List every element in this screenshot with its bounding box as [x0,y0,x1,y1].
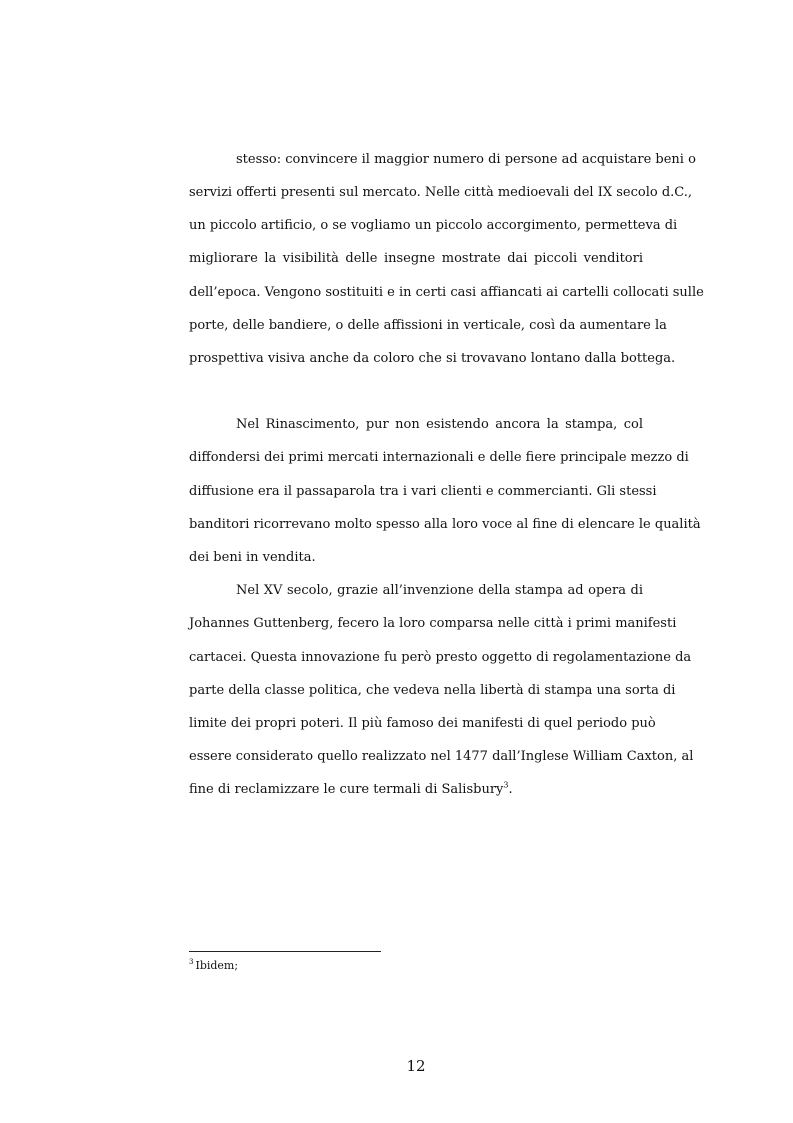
paragraph-1-line-1: stesso: convincere il maggior numero di persone ad acquistare beni o [236,152,696,167]
paragraph-3-line-7: fine di reclamizzare le cure termali di Salisbury$^3$. [189,780,513,797]
paragraph-3-line-6: essere considerato quello realizzato nel 1477 dall’Inglese William Caxton, al [189,749,694,764]
paragraph-3-line-3: cartacei. Questa innovazione fu però presto oggetto di regolamentazione da [189,650,692,665]
paragraph-1-line-5: dell’epoca. Vengono sostituiti e in certi casi affiancati ai cartelli collocati sulle [189,285,704,300]
footnote-mark: 3 [189,958,194,967]
page-number: 12 [406,1057,426,1075]
paragraph-2-line-2: diffondersi dei primi mercati internazionali e delle fiere principale mezzo di [189,450,689,465]
paragraph-1-line-3: un piccolo artificio, o se vogliamo un piccolo accorgimento, permetteva di [189,218,678,233]
paragraph-1-line-2: servizi offerti presenti sul mercato. Nelle città medioevali del IX secolo d.C., [189,185,693,200]
footnote-reference[interactable]: 3 [503,780,509,790]
paragraph-2-line-3: diffusione era il passaparola tra i vari clienti e commercianti. Gli stessi [189,484,657,499]
paragraph-3-line-5: limite dei propri poteri. Il più famoso dei manifesti di quel periodo può [189,716,656,731]
paragraph-1-line-4: migliorare la visibilità delle insegne mostrate dai piccoli venditori [189,251,643,266]
paragraph-2-line-1: Nel Rinascimento, pur non esistendo ancora la stampa, col [236,417,643,432]
paragraph-1-line-7: prospettiva visiva anche da coloro che si trovavano lontano dalla bottega. [189,351,676,366]
paragraph-3-line-1: Nel XV secolo, grazie all’invenzione della stampa ad opera di [236,583,643,598]
footnote [189,959,238,973]
paragraph-2-line-5: dei beni in vendita. [189,550,316,565]
footnote-text: Ibidem; [195,959,239,972]
paragraph-3-line-4: parte della classe politica, che vedeva nella libertà di stampa una sorta di [189,683,676,698]
paragraph-1-line-6: porte, delle bandiere, o delle affissioni in verticale, così da aumentare la [189,318,667,333]
paragraph-3-line-2: Johannes Guttenberg, fecero la loro comparsa nelle città i primi manifesti [189,616,677,631]
paragraph-2-line-4: banditori ricorrevano molto spesso alla loro voce al fine di elencare le qualità [189,517,701,532]
footnote-separator [189,951,381,952]
paragraph-3-line-7-text: fine di reclamizzare le cure termali di Salisbury [189,782,504,797]
